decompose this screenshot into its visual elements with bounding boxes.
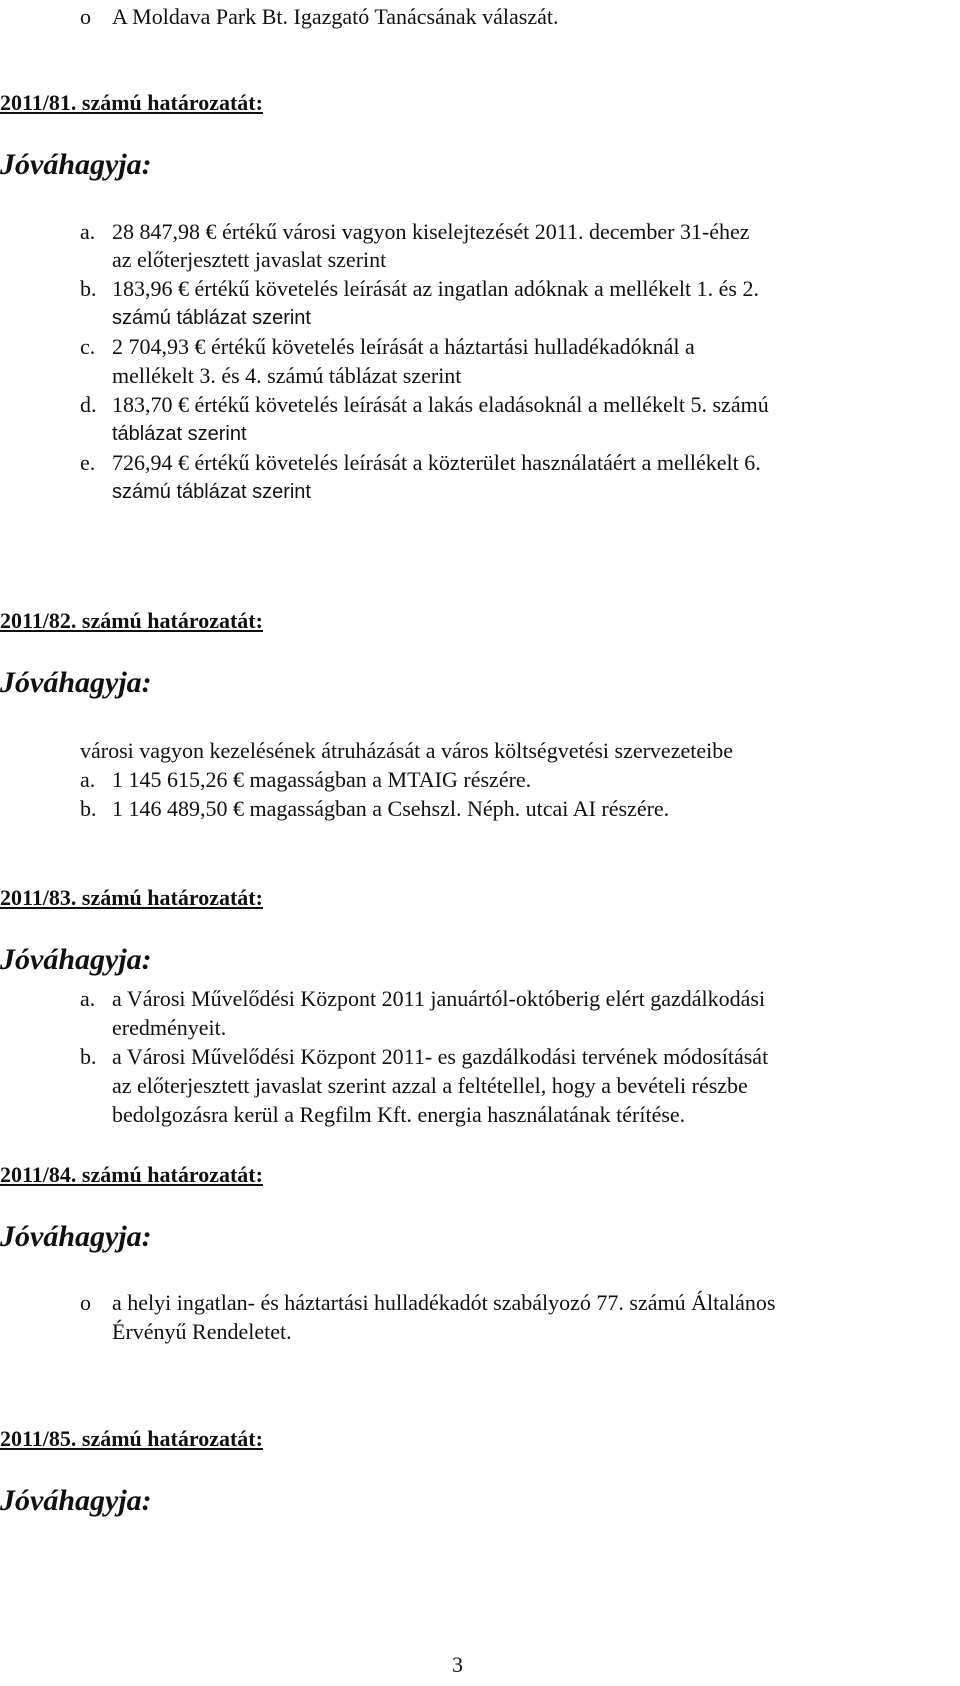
item-marker: c.: [80, 334, 96, 359]
res84-item: [80, 1290, 775, 1316]
res82-item-a: [80, 767, 531, 793]
res81-item-d-cont: táblázat szerint: [112, 423, 247, 445]
item-text: 28 847,98 € értékű városi vagyon kiselejtezését 2011. december 31-éhez: [112, 219, 750, 244]
resolution-83-heading: 2011/83. számú határozatát:: [0, 885, 263, 910]
resolution-81-approves: Jóváhagyja:: [0, 148, 152, 181]
res82-intro: városi vagyon kezelésének átruházását a város költségvetési szervezeteibe: [80, 738, 733, 763]
item-text: 1 145 615,26 € magasságban a MTAIG részére.: [112, 767, 532, 792]
resolution-84-heading: 2011/84. számú határozatát:: [0, 1162, 263, 1187]
item-marker: d.: [80, 392, 97, 417]
res81-item-d: [80, 392, 769, 418]
bullet-marker: o: [80, 1290, 91, 1315]
resolution-83-approves: Jóváhagyja:: [0, 943, 152, 976]
item-text: 183,70 € értékű követelés leírását a lakás eladásoknál a mellékelt 5. számú: [112, 392, 769, 417]
top-list-item: [80, 4, 558, 30]
item-marker: b.: [80, 276, 97, 301]
resolution-84-approves: Jóváhagyja:: [0, 1220, 152, 1253]
item-text: 183,96 € értékű követelés leírását az ingatlan adóknak a mellékelt 1. és 2.: [112, 276, 759, 301]
resolution-82-approves: Jóváhagyja:: [0, 666, 152, 699]
item-marker: b.: [80, 1044, 97, 1069]
res81-item-e-cont: számú táblázat szerint: [112, 481, 311, 503]
res83-item-b-cont-1: az előterjesztett javaslat szerint azzal a feltétellel, hogy a bevételi részbe: [112, 1073, 748, 1098]
item-marker: a.: [80, 767, 96, 792]
res82-item-b: [80, 796, 669, 822]
item-text: 1 146 489,50 € magasságban a Csehszl. Néph. utcai AI részére.: [112, 796, 670, 821]
item-text: a Városi Művelődési Központ 2011- es gazdálkodási tervének módosítását: [112, 1044, 769, 1069]
resolution-81-heading: 2011/81. számú határozatát:: [0, 90, 263, 115]
res81-item-a: [80, 219, 750, 245]
resolution-85-heading: 2011/85. számú határozatát:: [0, 1426, 263, 1451]
item-marker: a.: [80, 219, 96, 244]
resolution-82-heading: 2011/82. számú határozatát:: [0, 608, 263, 633]
page-number: 3: [452, 1652, 463, 1677]
item-marker: b.: [80, 796, 97, 821]
item-text: 2 704,93 € értékű követelés leírását a háztartási hulladékadóknál a: [112, 334, 695, 359]
item-text: a Városi Művelődési Központ 2011 januártól-októberig elért gazdálkodási: [112, 986, 766, 1011]
item-text: a helyi ingatlan- és háztartási hulladékadót szabályozó 77. számú Általános: [112, 1290, 776, 1315]
res83-item-b: [80, 1044, 768, 1070]
item-marker: e.: [80, 450, 96, 475]
res81-item-a-cont: az előterjesztett javaslat szerint: [112, 247, 387, 272]
res81-item-b: [80, 276, 759, 302]
bullet-marker: o: [80, 4, 91, 29]
resolution-85-approves: Jóváhagyja:: [0, 1484, 152, 1517]
res83-item-b-cont-2: bedolgozásra kerül a Regfilm Kft. energia használatának térítése.: [112, 1102, 686, 1127]
res83-item-a: [80, 986, 765, 1012]
res83-item-a-cont: eredményeit.: [112, 1015, 227, 1040]
res81-item-b-cont: számú táblázat szerint: [112, 307, 311, 329]
res81-item-e: [80, 450, 761, 476]
top-item-text: A Moldava Park Bt. Igazgató Tanácsának válaszát.: [112, 4, 559, 29]
res81-item-c-cont: mellékelt 3. és 4. számú táblázat szerint: [112, 363, 462, 388]
item-marker: a.: [80, 986, 96, 1011]
item-text: 726,94 € értékű követelés leírását a közterület használatáért a mellékelt 6.: [112, 450, 761, 475]
res84-item-cont: Érvényű Rendeletet.: [112, 1319, 292, 1344]
res81-item-c: [80, 334, 695, 360]
